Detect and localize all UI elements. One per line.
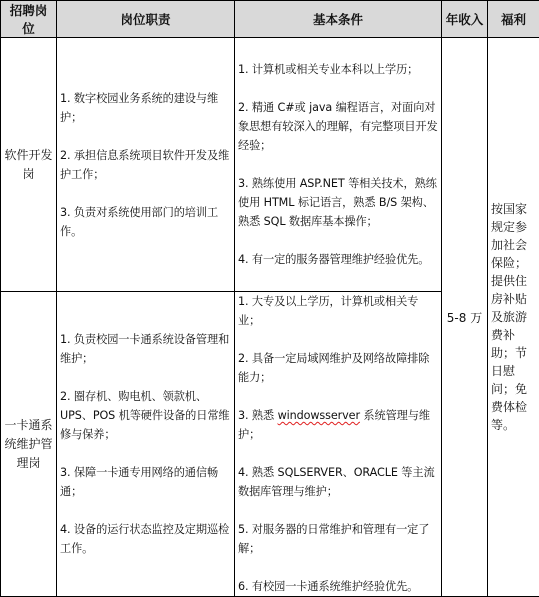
header-requirements: 基本条件 <box>235 1 442 38</box>
requirement-item: 4. 熟悉 SQLSERVER、ORACLE 等主流数据库管理与维护； <box>238 463 438 501</box>
header-welfare: 福利 <box>488 1 539 38</box>
header-salary: 年收入 <box>442 1 488 38</box>
duty-item: 1. 负责校园一卡通系统设备管理和维护； <box>60 330 231 368</box>
requirements-cell <box>235 292 442 597</box>
position-software-dev: 软件开发岗 <box>1 38 57 292</box>
position-card-system: 一卡通系统维护管理岗 <box>1 292 57 597</box>
requirement-item: 2. 具备一定局域网维护及网络故障排除能力； <box>238 349 438 387</box>
req-prefix: 3. 熟悉 <box>238 409 278 422</box>
header-position: 招聘岗位 <box>1 1 57 38</box>
requirement-item: 3. 熟练使用 ASP.NET 等相关技术，熟练使用 HTML 标记语言，熟悉 B/S 架构、熟悉 SQL 数据库基本操作； <box>238 174 438 231</box>
spellcheck-underlined-word: windowsserver <box>278 409 360 422</box>
duties-cell <box>57 38 235 292</box>
requirement-item <box>238 406 438 444</box>
requirements-cell <box>235 38 442 292</box>
req-suffix: 系统管理与维护； <box>238 409 430 441</box>
header-duties: 岗位职责 <box>57 1 235 38</box>
header-row <box>1 1 539 38</box>
duty-item: 2. 圈存机、购电机、领款机、UPS、POS 机等硬件设备的日常维修与保养； <box>60 387 231 444</box>
salary-cell: 5-8 万 <box>442 38 488 597</box>
duty-item: 1. 数字校园业务系统的建设与维护； <box>60 89 231 127</box>
table-row <box>1 38 539 292</box>
requirement-item: 2. 精通 C#或 java 编程语言，对面向对象思想有较深入的理解，有完整项目开发经验； <box>238 98 438 155</box>
duties-cell <box>57 292 235 597</box>
welfare-cell: 按国家规定参加社会保险；提供住房补贴及旅游费补助；节日慰问；免费体检等。 <box>488 38 539 597</box>
requirement-item: 1. 大专及以上学历，计算机或相关专业； <box>238 292 438 330</box>
duty-item: 3. 保障一卡通专用网络的通信畅通； <box>60 463 231 501</box>
requirement-item: 6. 有校园一卡通系统维护经验优先。 <box>238 577 438 596</box>
requirement-item: 5. 对服务器的日常维护和管理有一定了解； <box>238 520 438 558</box>
duty-item: 3. 负责对系统使用部门的培训工作。 <box>60 203 231 241</box>
duty-item: 2. 承担信息系统项目软件开发及维护工作； <box>60 146 231 184</box>
requirement-item: 4. 有一定的服务器管理维护经验优先。 <box>238 250 438 269</box>
requirement-item: 1. 计算机或相关专业本科以上学历； <box>238 60 438 79</box>
duty-item: 4. 设备的运行状态监控及定期巡检工作。 <box>60 520 231 558</box>
